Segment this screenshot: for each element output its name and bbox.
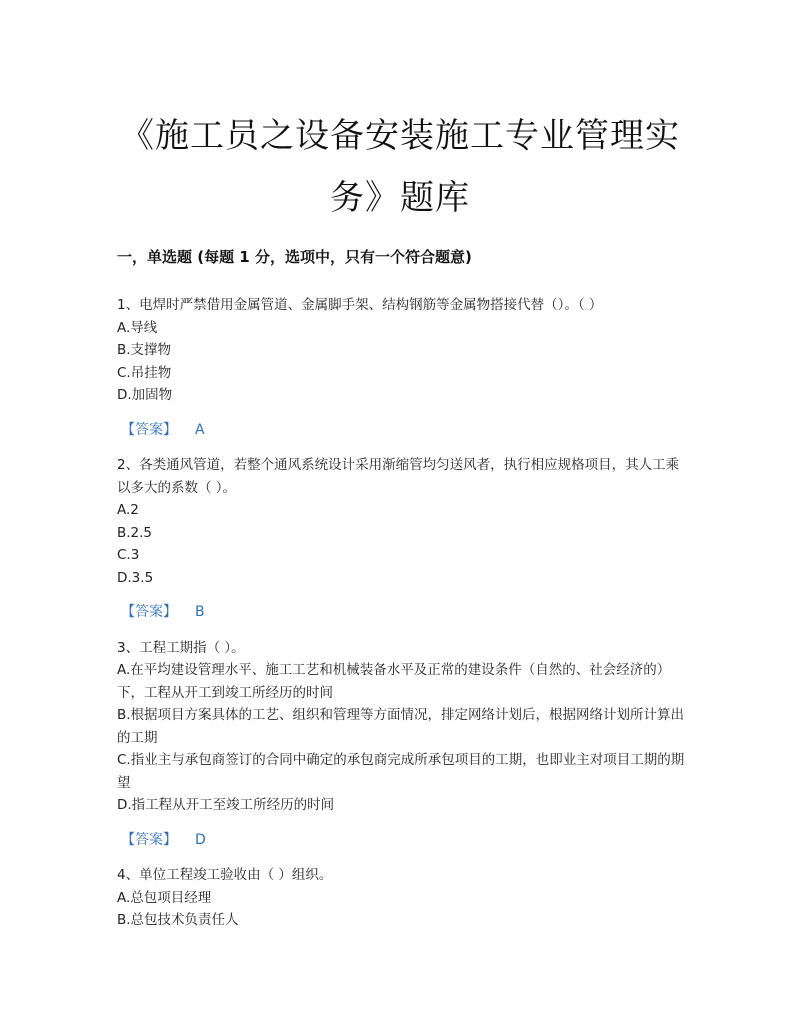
document-title xyxy=(100,105,700,229)
option-d: D.加固物 xyxy=(117,387,173,403)
answer-label: 【答案】 xyxy=(121,831,177,848)
option-c: C.吊挂物 xyxy=(117,364,172,381)
option-d: D.指工程从开工至竣工所经历的时间 xyxy=(117,797,335,813)
option-a: A.2 xyxy=(117,502,139,518)
answer-value: B xyxy=(195,604,205,620)
option-list xyxy=(117,659,687,817)
option-list xyxy=(117,887,687,932)
option-b: B.根据项目方案具体的工艺、组织和管理等方面情况，排定网络计划后，根据网络计划所计算出的工期 xyxy=(117,707,685,746)
answer-label: 【答案】 xyxy=(121,604,177,620)
option-a: A.总包项目经理 xyxy=(117,889,212,906)
question-1 xyxy=(117,294,687,441)
option-b: B.2.5 xyxy=(117,524,153,541)
question-stem: 2、各类通风管道，若整个通风系统设计采用渐缩管均匀送风者，执行相应规格项目，其人工乘以多大的系数（ ）。 xyxy=(117,457,680,496)
title-line-1: 《施工员之设备安装施工专业管理实 xyxy=(120,116,680,156)
question-2 xyxy=(117,454,687,624)
question-stem: 1、电焊时严禁借用金属管道、金属脚手架、结构钢筋等金属物搭接代替（）。（ ） xyxy=(117,297,603,313)
answer-line xyxy=(121,601,687,624)
section-heading: 一，单选题 (每题 1 分，选项中，只有一个符合题意) xyxy=(117,248,472,266)
option-c: C.3 xyxy=(117,547,140,563)
option-b: B.总包技术负责任人 xyxy=(117,912,239,928)
option-a: A.导线 xyxy=(117,319,158,336)
answer-line xyxy=(121,829,687,852)
question-stem: 3、工程工期指（ ）。 xyxy=(117,639,245,656)
option-d: D.3.5 xyxy=(117,569,154,586)
option-a: A.在平均建设管理水平、施工工艺和机械装备水平及正常的建设条件（自然的、社会经济的）下，工程从开工到竣工所经历的时间 xyxy=(117,662,671,701)
option-c: C.指业主与承包商签订的合同中确定的承包商完成所承包项目的工期，也即业主对项目工期的期望 xyxy=(117,752,685,791)
answer-value: A xyxy=(195,421,205,438)
question-3 xyxy=(117,637,687,852)
question-stem: 4、单位工程竣工验收由（ ）组织。 xyxy=(117,867,333,883)
title-line-2: 务》题库 xyxy=(330,178,470,218)
option-list xyxy=(117,499,687,589)
answer-label: 【答案】 xyxy=(121,421,177,438)
option-b: B.支撑物 xyxy=(117,342,172,358)
answer-line xyxy=(121,419,687,442)
question-list xyxy=(117,294,687,932)
answer-value: D xyxy=(195,831,206,848)
question-4 xyxy=(117,864,687,932)
option-list xyxy=(117,317,687,407)
